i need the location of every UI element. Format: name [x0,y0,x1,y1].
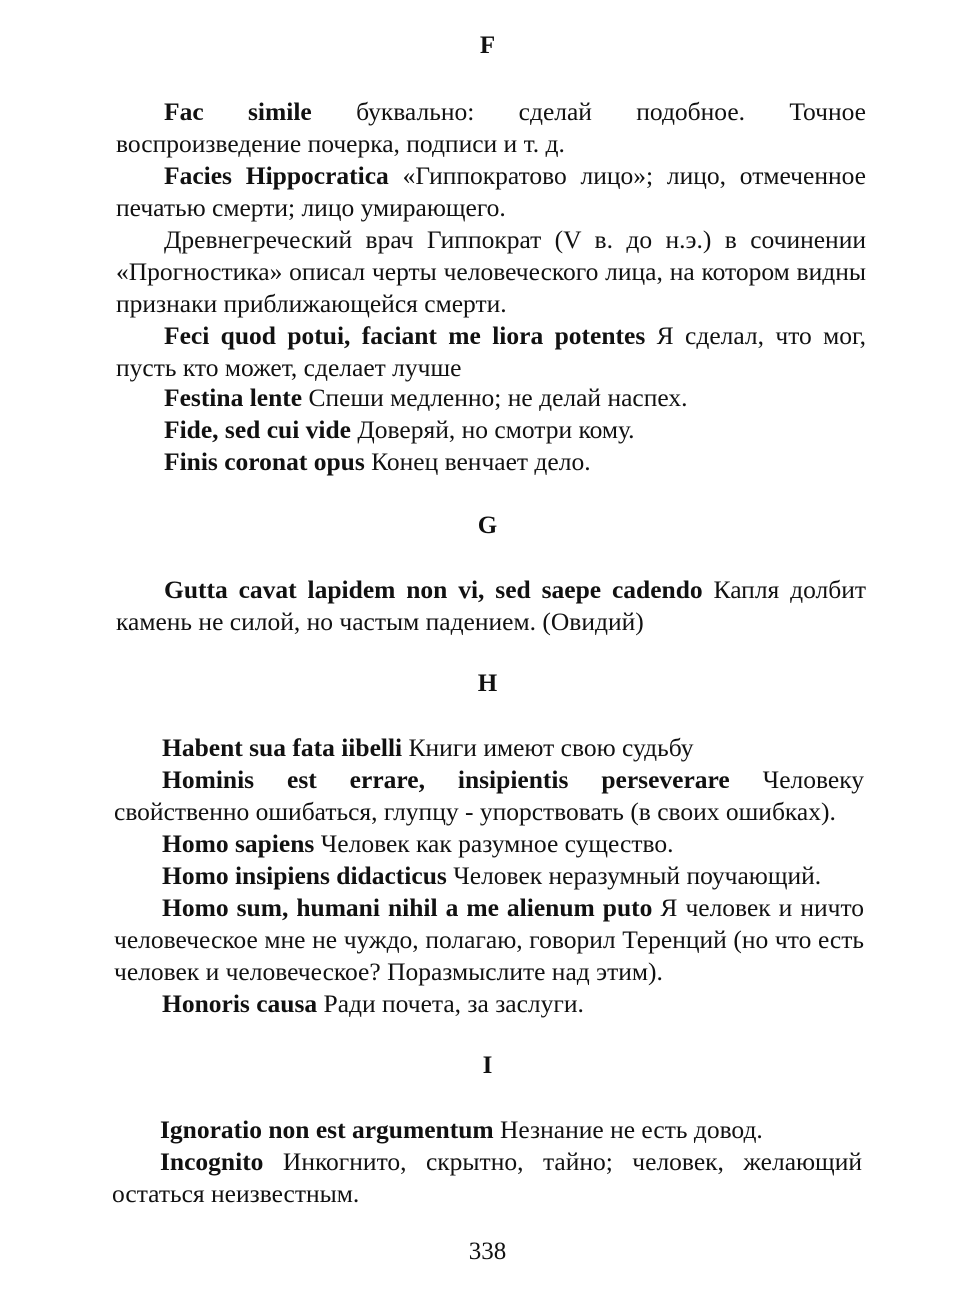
entry-gutta-cavat-lapidem [116,574,866,638]
entry-definition: буквально: сделай подобное. Точное воспроизведение почерка, подписи и т. д. [116,97,866,158]
entry-facies-hippocratica [116,160,866,224]
entry-honoris-causa [114,988,864,1020]
entry-definition: Капля долбит камень не силой, но частым падением. (Овидий) [116,575,867,636]
entry-ignoratio-non-est-argumentum [112,1114,862,1146]
entry-habent-sua-fata [114,732,864,764]
entry-note-hippocrates [116,224,866,320]
entry-definition: «Гиппократово лицо»; лицо, отмеченное печатью смерти; лицо умирающего. [116,161,866,222]
page-number: 338 [468,1238,507,1265]
entry-homo-sapiens [114,828,864,860]
entry-term: Fide, sed cui vide [164,415,352,444]
entry-term: Fac simile [164,97,312,126]
entry-term: Homo insipiens didacticus [162,861,447,890]
section-heading-f: F [479,32,496,59]
section-heading-g: G [477,512,498,539]
entry-definition: Древнегреческий врач Гиппократ (V в. до н.э.) в сочинении «Прогностика» описал черты человеческого лица, на котором видны признаки приближающейся смерти. [116,225,866,318]
entry-feci-quod-potui [116,320,866,384]
entry-finis-coronat-opus [116,446,866,478]
entry-definition: Незнание не есть довод. [500,1115,763,1144]
entry-definition: Человек как разумное существо. [320,829,674,858]
entry-term: Festina lente [164,383,303,412]
entry-definition: Конец венчает дело. [371,447,591,476]
entry-fac-simile [116,96,866,160]
entry-definition: Я человек и ничто человеческое мне не чуждо, полагаю, говорил Теренций (но что есть человек и человеческое? Поразмыслите над этим). [114,893,865,986]
entry-homo-sum-humani [114,892,864,988]
entry-definition: Ради почета, за заслуги. [323,989,584,1018]
entry-term: Homo sapiens [162,829,315,858]
entry-term: Incognito [160,1147,264,1176]
entry-definition: Книги имеют свою судьбу [408,733,694,762]
entry-term: Feci quod potui, faciant me liora potentes [164,321,646,350]
entry-homo-insipiens-didacticus [114,860,864,892]
entry-incognito [112,1146,862,1210]
entry-definition: Я сделал, что мог, пусть кто может, сделает лучше [116,321,867,382]
entry-hominis-est-errare [114,764,864,828]
section-heading-h: H [477,670,498,697]
entry-definition: Спеши медленно; не делай наспех. [308,383,688,412]
entry-definition: Человек неразумный поучающий. [453,861,822,890]
entry-term: Finis coronat opus [164,447,365,476]
entry-definition: Доверяй, но смотри кому. [357,415,635,444]
entry-term: Facies Hippocratica [164,161,389,190]
entry-term: Honoris causa [162,989,318,1018]
entry-term: Ignoratio non est argumentum [160,1115,494,1144]
entry-definition: Инкогнито, скрытно, тайно; человек, желающий остаться неизвестным. [112,1147,862,1208]
entry-term: Hominis est errare, insipientis perseverare [162,765,730,794]
entry-term: Gutta cavat lapidem non vi, sed saepe cadendo [164,575,703,604]
entry-term: Homo sum, humani nihil a me alienum puto [162,893,653,922]
entry-definition: Человеку свойственно ошибаться, глупцу - упорствовать (в своих ошибках). [114,765,864,826]
entry-term: Habent sua fata iibelli [162,733,403,762]
entry-festina-lente [116,382,866,414]
entry-fide-sed-cui-vide [116,414,866,446]
section-heading-i: I [482,1052,493,1079]
